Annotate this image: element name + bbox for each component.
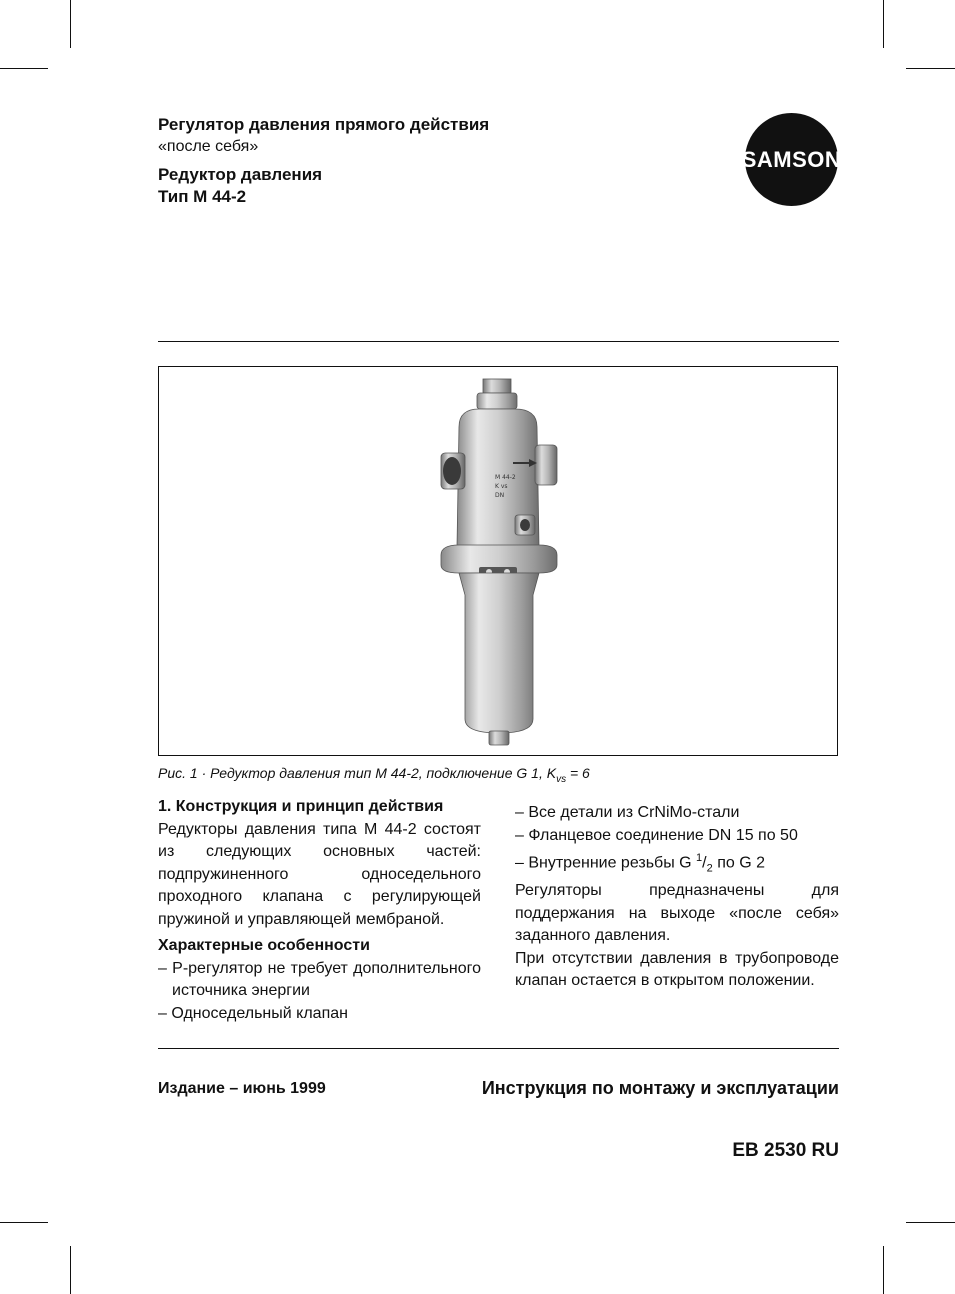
thread-denominator: 2	[706, 862, 713, 875]
product-type: Тип M 44-2	[158, 187, 247, 206]
product-name: Редуктор давления	[158, 165, 323, 184]
feature-item: – Односедельный клапан	[158, 1004, 348, 1022]
section-construction	[158, 796, 481, 1025]
open-position-paragraph: При отсутствии давления в трубопроводе клапан остается в открытом положении.	[515, 949, 839, 990]
section-features-continued	[515, 802, 839, 993]
divider-top	[158, 341, 839, 342]
crop-mark	[883, 0, 884, 48]
crop-mark	[883, 1246, 884, 1294]
document-subtitle: «после себя»	[158, 138, 259, 155]
nameplate-kvs: K vs	[495, 483, 508, 490]
thread-text: – Внутренние резьбы G	[515, 854, 697, 872]
logo-text: SAMSON	[741, 146, 842, 172]
feature-item: – P-регулятор не требует дополнительного источника энергии	[158, 959, 481, 999]
document-title: Регулятор давления прямого действия	[158, 115, 490, 134]
feature-item: – Все детали из CrNiMo-стали	[515, 804, 740, 821]
caption-subscript: vs	[556, 773, 567, 785]
crop-mark	[70, 1246, 71, 1294]
edition-date: Издание – июнь 1999	[158, 1080, 326, 1097]
crop-mark	[906, 1222, 955, 1223]
feature-item-thread	[515, 847, 839, 880]
document-number: EB 2530 RU	[732, 1140, 839, 1161]
figure-frame	[158, 366, 838, 756]
purpose-paragraph: Регуляторы предназначены для поддержания на выходе «после себя» заданного давления.	[515, 882, 839, 945]
caption-text: Рис. 1 · Редуктор давления тип M 44-2, подключение G 1, K	[158, 765, 557, 781]
caption-value: = 6	[566, 765, 590, 781]
samson-logo	[741, 113, 842, 206]
features-heading: Характерные особенности	[158, 937, 370, 954]
pressure-regulator-illustration	[159, 367, 837, 755]
manual-title: Инструкция по монтажу и эксплуатации	[481, 1078, 839, 1098]
thread-text-end: по G 2	[712, 854, 765, 872]
feature-item: – Фланцевое соединение DN 15 по 50	[515, 826, 798, 844]
crop-mark	[0, 1222, 48, 1223]
divider-bottom	[158, 1048, 839, 1049]
figure-caption	[158, 765, 590, 785]
crop-mark	[0, 68, 48, 69]
nameplate-model: M 44-2	[495, 474, 516, 481]
crop-mark	[906, 68, 955, 69]
section-paragraph: Редукторы давления типа M 44-2 состоят из следующих основных частей: подпружиненного односедельного проходного клапана с регулирующей пружиной и управляющей мембраной.	[158, 820, 481, 928]
nameplate-dn: DN	[495, 492, 505, 499]
thread-slash: /	[702, 854, 707, 872]
section-heading: 1. Конструкция и принцип действия	[158, 798, 444, 815]
thread-numerator: 1	[696, 852, 703, 864]
crop-mark	[70, 0, 71, 48]
